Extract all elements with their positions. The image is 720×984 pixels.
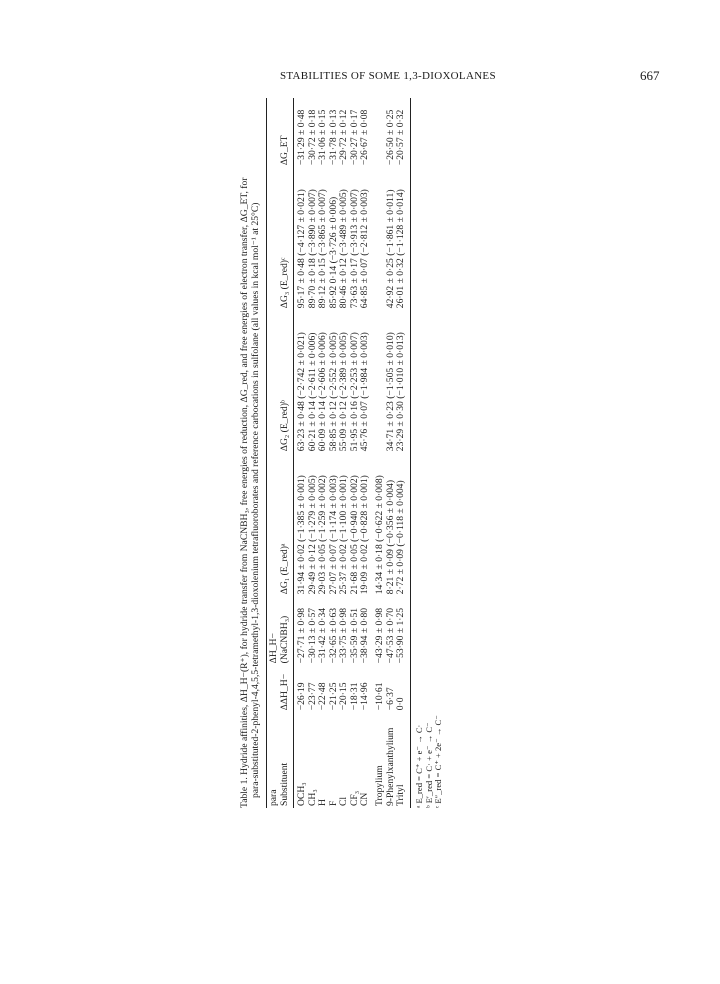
- cell-g1: 29·03 ± 0·05 (−1·259 ± 0·002): [317, 475, 329, 595]
- cell-dh: −53·90 ± 1·25: [396, 596, 410, 665]
- cell-get: −26·67 ± 0·08: [359, 109, 371, 166]
- cell-get: −20·57 ± 0·32: [396, 98, 410, 167]
- cell-g1: 29·49 ± 0·12 (−1·279 ± 0·005): [306, 475, 318, 595]
- cell-g2: [371, 310, 386, 453]
- cell-dh: −33·75 ± 0·98: [338, 607, 350, 664]
- cell-g3: 95·17 ± 0·48 (−4·127 ± 0·021): [296, 189, 308, 309]
- cell-get: −30·72 ± 0·18: [306, 109, 318, 166]
- col-header-g2: ΔG₂ (E_red)ᵇ: [267, 310, 294, 453]
- cell-g3: [371, 167, 386, 310]
- cell-ddh: −26·19: [296, 682, 308, 711]
- cell-g1: 21·68 ± 0·05 (−0·940 ± 0·002): [348, 475, 360, 595]
- cell-g2: 55·09 ± 0·12 (−2·389 ± 0·005): [338, 332, 350, 452]
- col-header-g3: ΔG₃ (E_red)ᶜ: [267, 167, 294, 310]
- col-header-dh-label: (NaCNBH₃): [278, 615, 290, 664]
- cell-get: −31·06 ± 0·15: [317, 109, 329, 166]
- cell-substituent: CN: [359, 792, 371, 806]
- cell-substituent: OCH₃: [296, 782, 308, 806]
- rotated-table-block: [239, 98, 444, 808]
- footnote-a: ᵃ E_red = C⁺ + e⁻ → C·: [413, 724, 424, 808]
- data-table: [266, 98, 411, 808]
- col-header-substituent: [267, 712, 294, 808]
- table-caption: [240, 98, 261, 808]
- cell-g3: 42·92 ± 0·25 (−1·861 ± 0·011): [384, 189, 396, 309]
- table-row: [294, 98, 308, 808]
- cell-get: −29·72 ± 0·12: [338, 109, 350, 166]
- cell-dh: −38·94 ± 0·80: [359, 607, 371, 664]
- table-row: [396, 98, 410, 808]
- cell-g1: 19·09 ± 0·02 (−0·828 ± 0·001): [359, 475, 371, 595]
- cell-substituent: Trityl: [396, 712, 410, 808]
- cell-ddh: −14·96: [359, 682, 371, 711]
- cell-g2: 60·09 ± 0·14 (−2·606 ± 0·006): [317, 332, 329, 452]
- cell-substituent: CF₃: [348, 790, 360, 806]
- cell-ddh: −18·31: [348, 682, 360, 711]
- cell-g1: 14·34 ± 0·18 (−0·622 ± 0·008): [374, 475, 386, 595]
- cell-dh: −31·42 ± 0·34: [317, 607, 329, 664]
- running-title: STABILITIES OF SOME 1,3-DIOXOLANES: [280, 70, 496, 82]
- col-header-dh: [267, 596, 294, 665]
- cell-g3: 26·01 ± 0·32 (−1·128 ± 0·014): [396, 167, 410, 310]
- cell-dh: −27·71 ± 0·98: [296, 607, 308, 664]
- cell-g3: 89·70 ± 0·18 (−3·890 ± 0·007): [306, 189, 318, 309]
- cell-ddh: −23·77: [306, 682, 318, 711]
- cell-ddh: −6·37: [384, 687, 396, 711]
- cell-g1: 2·72 ± 0·09 (−0·118 ± 0·004): [396, 453, 410, 596]
- cell-g1: 31·94 ± 0·02 (−1·385 ± 0·001): [296, 475, 308, 595]
- col-header-substituent-top: para: [268, 789, 280, 806]
- cell-dh: −32·65 ± 0·63: [327, 607, 339, 664]
- table-row: [371, 98, 386, 808]
- cell-dh: −43·29 ± 0·98: [374, 607, 386, 664]
- cell-dh: −35·59 ± 0·51: [348, 607, 360, 664]
- table-row: [360, 98, 371, 808]
- cell-dh: −30·13 ± 0·57: [306, 607, 318, 664]
- cell-g3: 85·92 0·14 (−3·726 ± 0·006): [327, 196, 339, 309]
- cell-get: −31·78 ± 0·13: [327, 109, 339, 166]
- cell-substituent: CH₃: [306, 789, 318, 806]
- cell-substituent: H: [317, 799, 329, 806]
- cell-g1: 8·21 ± 0·09 (−0·356 ± 0·004): [384, 479, 396, 595]
- cell-ddh: −21·25: [327, 682, 339, 711]
- page-number: 667: [640, 68, 660, 83]
- cell-g3: 80·46 ± 0·12 (−3·489 ± 0·005): [338, 189, 350, 309]
- cell-g2: 63·23 ± 0·48 (−2·742 ± 0·021): [296, 332, 308, 452]
- caption-line-2: para-substituted-2-phenyl-4,4,5,5-tetramethyl-1,3-dioxolenium tetrafluoroborates and reference carbocations in sulfolane (all values in kcal mol⁻¹ at 25°C): [249, 202, 261, 798]
- cell-g2: 23·29 ± 0·30 (−1·010 ± 0·013): [396, 310, 410, 453]
- cell-substituent: F: [327, 800, 339, 806]
- cell-g1: 27·07 ± 0·07 (−1·174 ± 0·003): [327, 475, 339, 595]
- cell-g2: 60·21 ± 0·14 (−2·611 ± 0·006): [306, 332, 318, 452]
- cell-get: −30·27 ± 0·17: [348, 109, 360, 166]
- cell-ddh: 0·0: [396, 665, 410, 712]
- col-header-substituent-label: Substituent: [278, 762, 290, 806]
- cell-g3: 64·85 ± 0·07 (−2·812 ± 0·003): [359, 189, 371, 309]
- cell-get: −26·50 ± 0·25: [384, 109, 396, 166]
- cell-get: [371, 98, 386, 167]
- cell-g3: 89·12 ± 0·15 (−3·865 ± 0·007): [317, 189, 329, 309]
- cell-g2: 51·95 ± 0·16 (−2·253 ± 0·007): [348, 332, 360, 452]
- footnote-c: ᶜ E″_red = C⁺ + 2e⁻ → C⁻: [433, 715, 444, 808]
- cell-dh: −47·53 ± 0·70: [384, 607, 396, 664]
- cell-g1: 25·37 ± 0·02 (−1·100 ± 0·001): [338, 475, 350, 595]
- cell-g2: 58·85 ± 0·12 (−2·552 ± 0·005): [327, 332, 339, 452]
- col-header-dh-top: ΔH_H−: [268, 633, 280, 664]
- caption-line-1: Table 1. Hydride affinities, ΔH_H−(R⁺), for hydride transfer from NaCNBH₃, free energies of reduction, ΔG_red, and free energies of electron transfer, ΔG_ET, for: [239, 177, 250, 808]
- col-header-g1: ΔG₁ (E_red)ᵃ: [267, 453, 294, 596]
- col-header-ddh: ΔΔH_H−: [267, 665, 294, 712]
- cell-g2: 45·76 ± 0·07 (−1·984 ± 0·003): [359, 332, 371, 452]
- cell-g3: 73·63 ± 0·17 (−3·913 ± 0·007): [348, 189, 360, 309]
- cell-ddh: −20·15: [338, 682, 350, 711]
- footnote-b: ᵇ E′_red = C· + e⁻ → C⁻: [423, 722, 434, 808]
- cell-ddh: −10·61: [374, 682, 386, 711]
- cell-substituent: Tropylium: [374, 765, 386, 806]
- cell-ddh: −22·48: [317, 682, 329, 711]
- cell-get: −31·29 ± 0·48: [296, 109, 308, 166]
- cell-substituent: Cl: [338, 796, 350, 806]
- table-footnotes: [415, 98, 445, 808]
- cell-substituent: 9-Phenylxanthylium: [384, 727, 396, 806]
- cell-g2: 34·71 ± 0·23 (−1·505 ± 0·010): [384, 332, 396, 452]
- col-header-get: ΔG_ET: [267, 98, 294, 167]
